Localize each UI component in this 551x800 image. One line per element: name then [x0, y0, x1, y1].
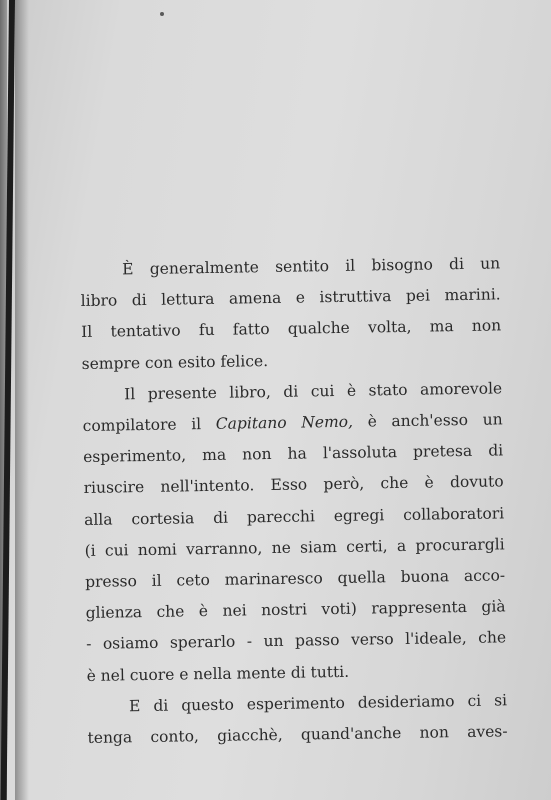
text-line: è nel cuore e nella mente di tutti.: [86, 662, 350, 685]
text-line: libro di lettura amena e istruttiva pei marini.: [80, 285, 501, 311]
text-line: presso il ceto marinaresco quella buona acco-: [84, 566, 506, 591]
text-line: Il presente libro, di cui è stato amorevole: [124, 379, 503, 404]
body-text: [80, 248, 508, 754]
text-line: alla cortesia di parecchi egregi collaboratori: [84, 503, 505, 529]
text-line: tenga conto, giacchè, quand'anche non aves-: [87, 722, 508, 747]
text-line: glienza che è nei nostri voti) rappresenta già: [85, 597, 506, 623]
text-line: È generalmente sentito il bisogno di un: [122, 254, 501, 279]
text-line: - osiamo sperarlo - un passo verso l'ideale, che: [85, 628, 507, 654]
text-segment: compilatore il: [82, 415, 202, 435]
text-segment: è anch'esso un: [367, 410, 503, 431]
binding-shadow: [15, 0, 29, 800]
text-line: Il tentativo fu fatto qualche volta, ma non: [81, 316, 502, 342]
text-line: esperimento, ma non ha l'assoluta pretesa di: [83, 441, 504, 467]
text-line: (i cui nomi varranno, ne siam certi, a procurargli: [84, 535, 505, 560]
author-name: Capitano Nemo,: [215, 412, 354, 433]
text-line: sempre con esito felice.: [81, 351, 269, 373]
text-line: E di questo esperimento desideriamo ci si: [128, 691, 508, 716]
text-line: riuscire nell'intento. Esso però, che è dovuto: [83, 472, 504, 498]
ink-speck: [160, 12, 164, 16]
